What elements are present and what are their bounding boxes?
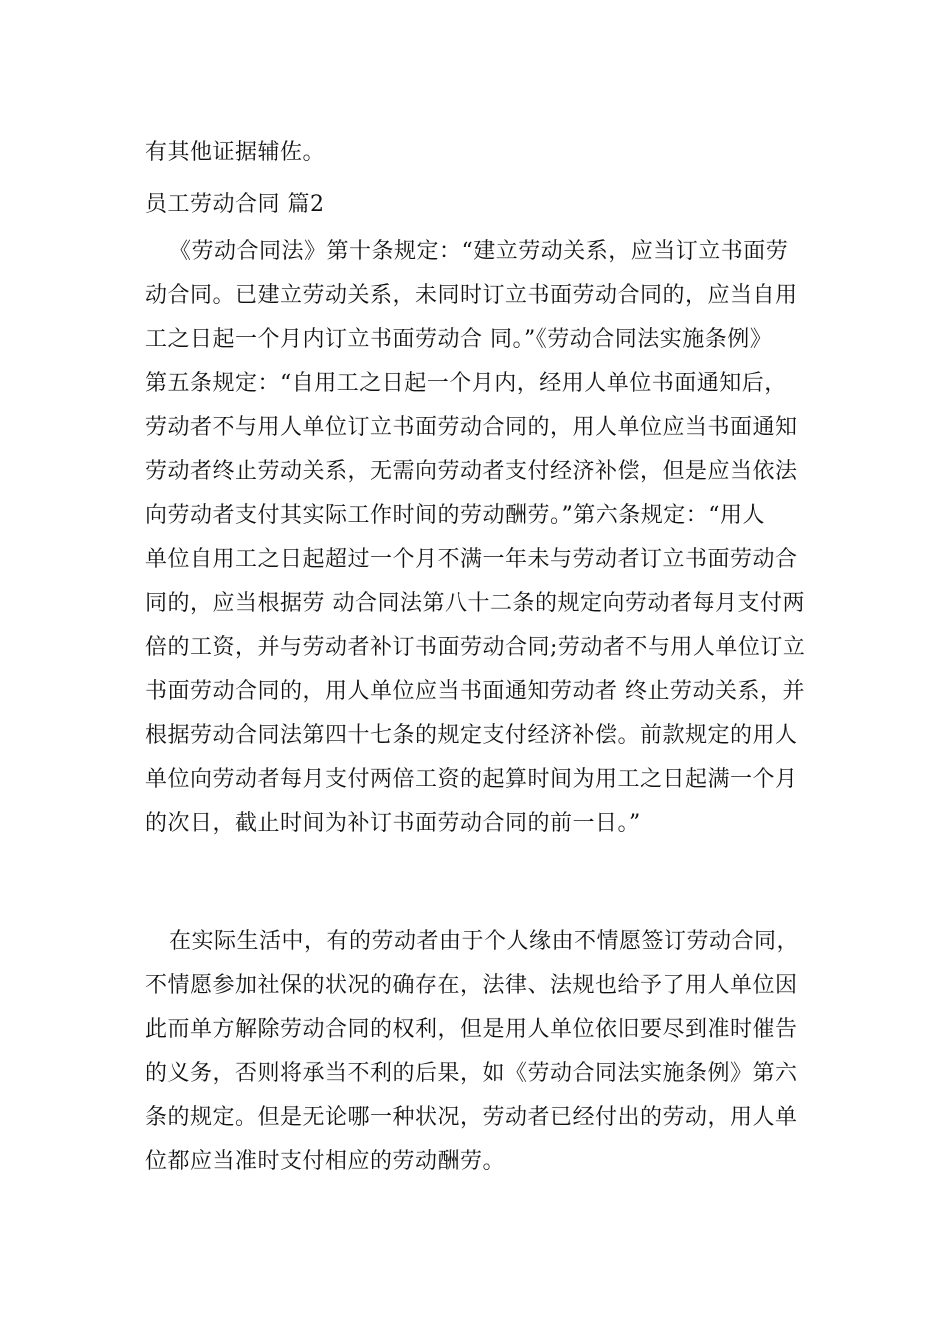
- paragraph-1-line: 劳动者不与用人单位订立书面劳动合同的，用人单位应当书面通知: [145, 415, 798, 440]
- paragraph-1: [145, 230, 810, 846]
- paragraph-1-line: 动合同。已建立劳动关系，未同时订立书面劳动合同的，应当自用: [145, 283, 798, 308]
- paragraph-2-line: 位都应当准时支付相应的劳动酬劳。: [145, 1149, 506, 1174]
- paragraph-1-line: 根据劳动合同法第四十七条的规定支付经济补偿。前款规定的用人: [145, 723, 798, 748]
- paragraph-1-line: 工之日起一个月内订立书面劳动合 同。”《劳动合同法实施条例》: [145, 327, 773, 352]
- paragraph-1-line: 同的，应当根据劳 动合同法第八十二条的规定向劳动者每月支付两: [145, 591, 805, 616]
- paragraph-1-line: 第五条规定：“自用工之日起一个月内，经用人单位书面通知后，: [145, 371, 787, 396]
- paragraph-1-line: 的次日，截止时间为补订书面劳动合同的前一日。”: [145, 811, 641, 836]
- paragraph-2-line: 的义务，否则将承当不利的后果，如《劳动合同法实施条例》第六: [145, 1061, 798, 1086]
- paragraph-1-line: 《劳动合同法》第十条规定：“建立劳动关系，应当订立书面劳: [169, 239, 789, 264]
- section-title-block: [145, 183, 810, 227]
- intro-line: 有其他证据辅佐。: [145, 140, 326, 165]
- paragraph-1-line: 单位自用工之日起超过一个月不满一年未与劳动者订立书面劳动合: [145, 547, 798, 572]
- paragraph-2-line: 条的规定。但是无论哪一种状况，劳动者已经付出的劳动，用人单: [145, 1105, 798, 1130]
- paragraph-2-line: 此而单方解除劳动合同的权利，但是用人单位依旧要尽到准时催告: [145, 1017, 798, 1042]
- paragraph-1-line: 倍的工资，并与劳动者补订书面劳动合同;劳动者不与用人单位订立: [145, 635, 806, 660]
- paragraph-2-line: 不情愿参加社保的状况的确存在，法律、法规也给予了用人单位因: [145, 973, 798, 998]
- paragraph-2-line: 在实际生活中，有的劳动者由于个人缘由不情愿签订劳动合同，: [169, 929, 800, 954]
- paragraph-1-line: 书面劳动合同的，用人单位应当书面通知劳动者 终止劳动关系，并: [145, 679, 805, 704]
- section-title: 员工劳动合同 篇2: [145, 192, 325, 217]
- paragraph-1-line: 单位向劳动者每月支付两倍工资的起算时间为用工之日起满一个月: [145, 767, 798, 792]
- paragraph-1-line: 劳动者终止劳动关系，无需向劳动者支付经济补偿，但是应当依法: [145, 459, 798, 484]
- paragraph-2: [145, 920, 810, 1184]
- intro-paragraph: [145, 131, 810, 175]
- paragraph-1-line: 向劳动者支付其实际工作时间的劳动酬劳。”第六条规定：“用人: [145, 503, 765, 528]
